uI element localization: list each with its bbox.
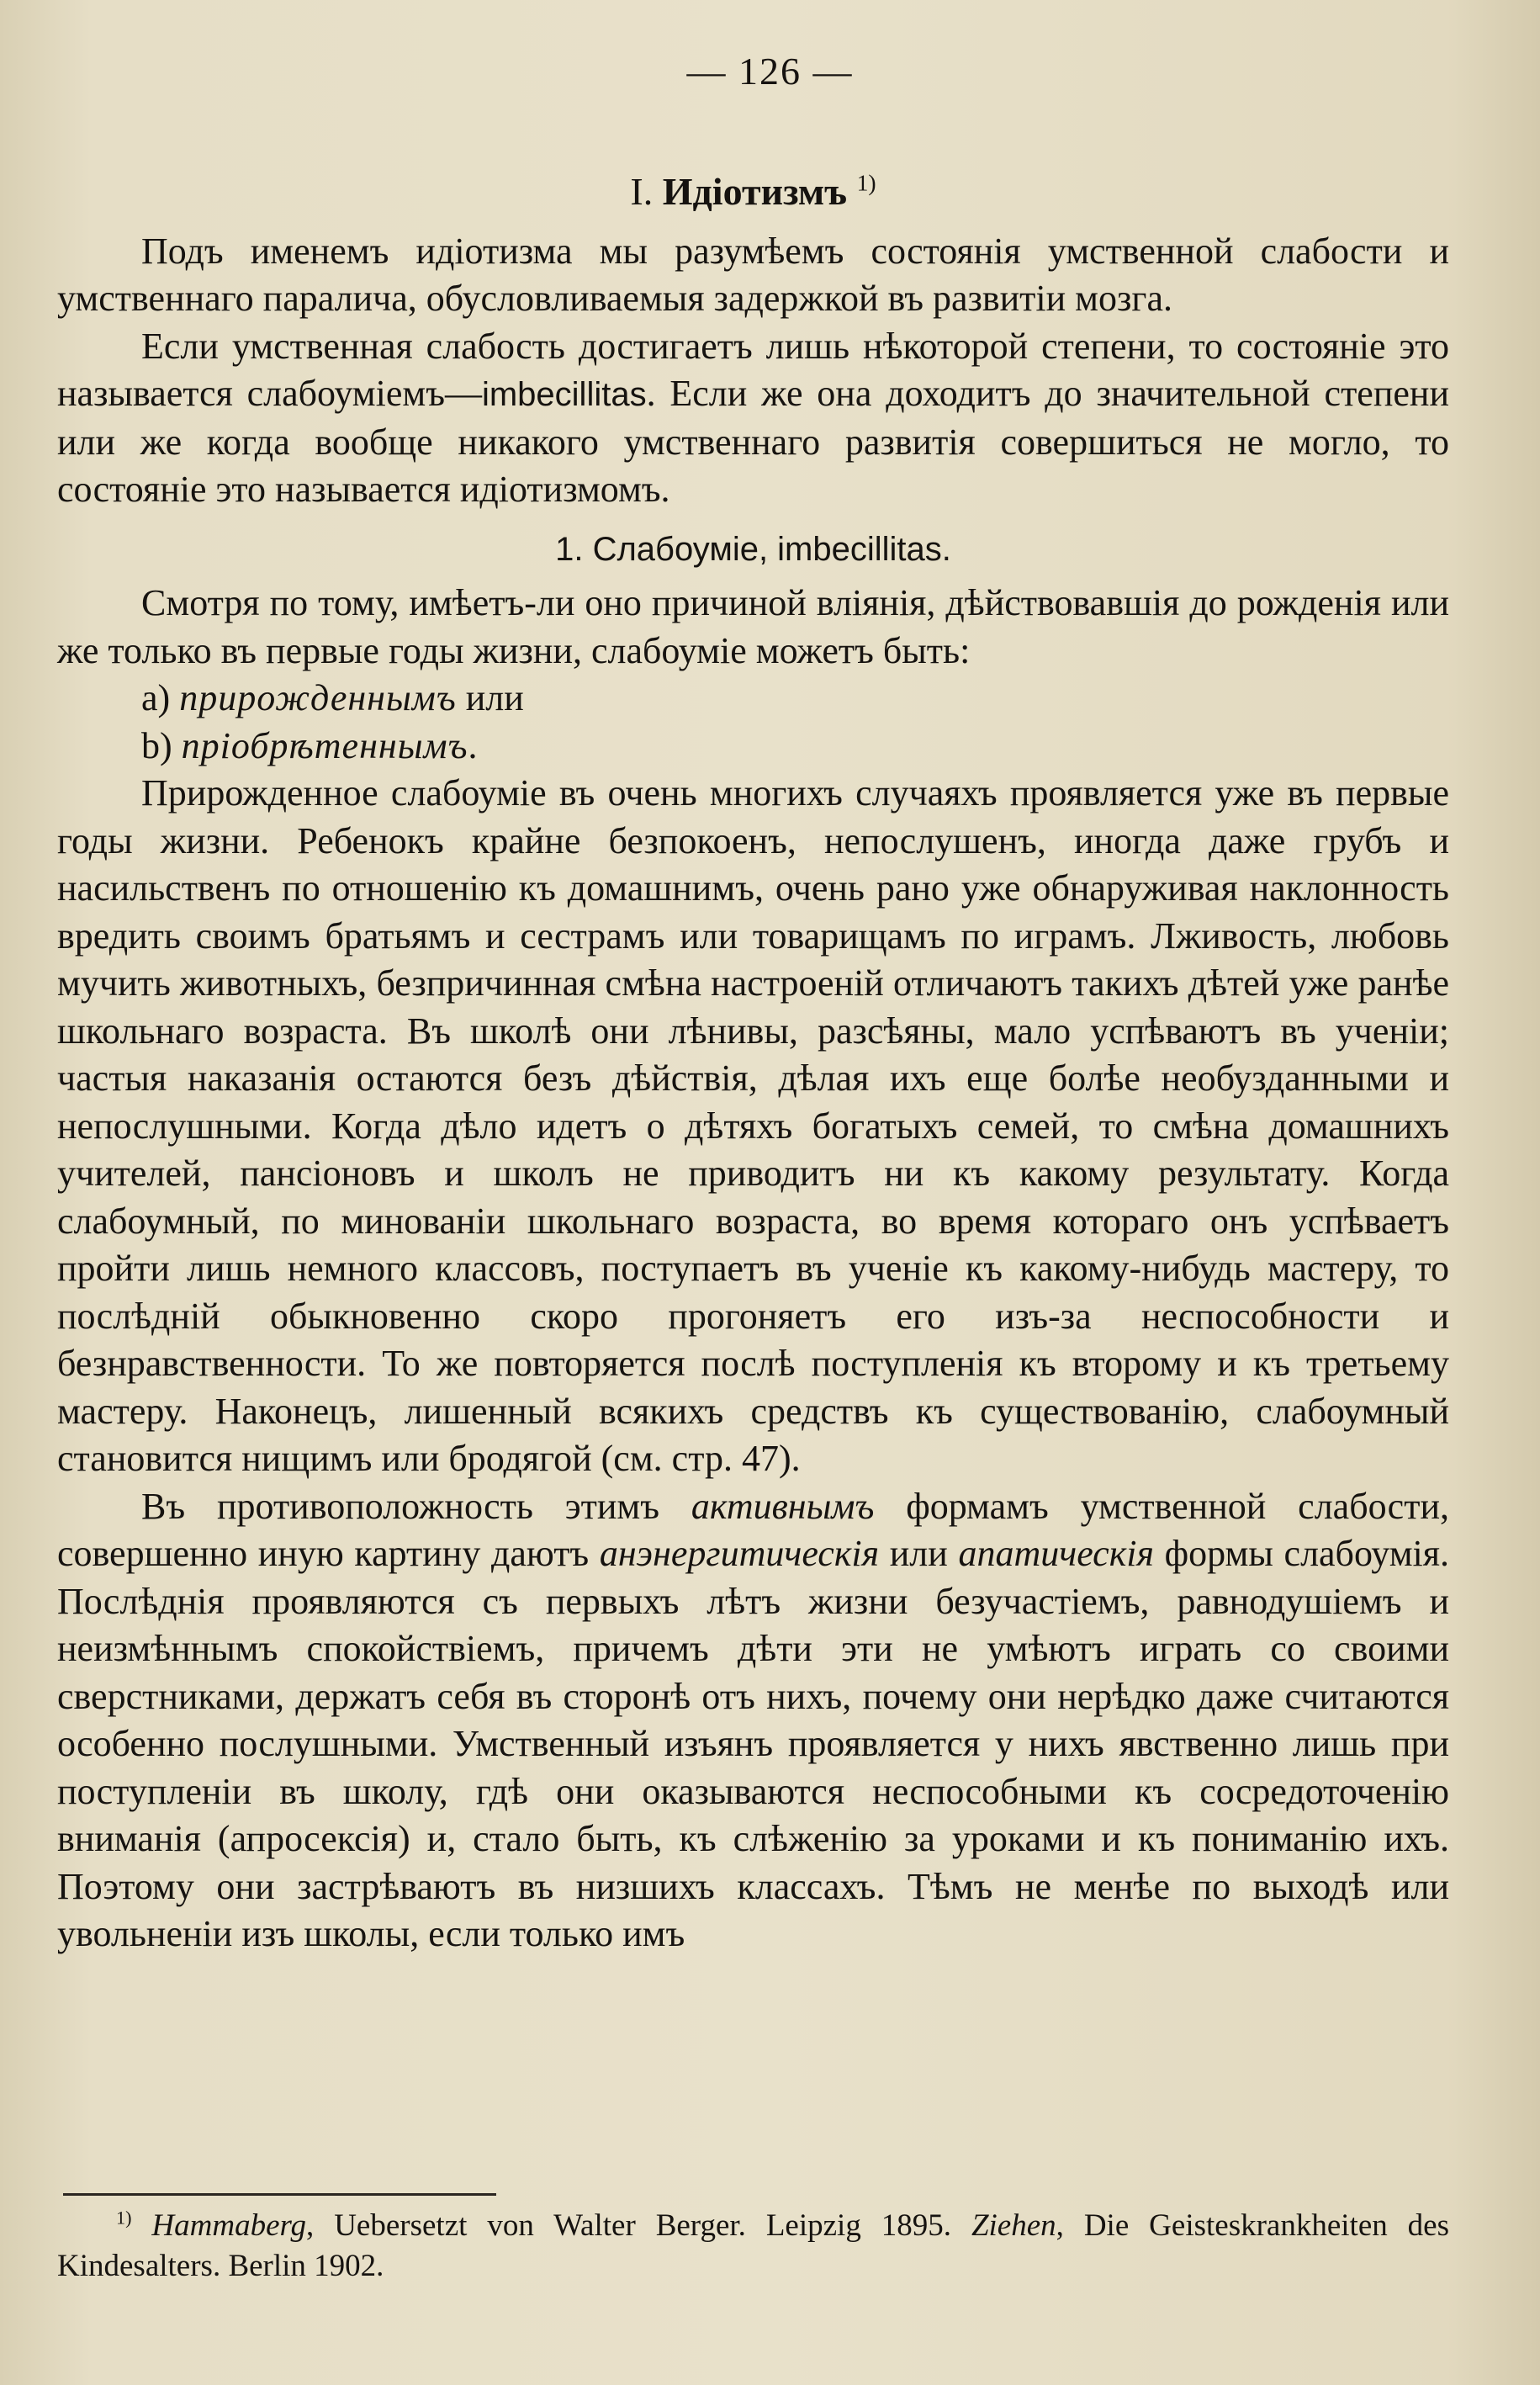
section-heading: 1. Слабоуміе, imbecillitas. — [555, 530, 951, 568]
list-item-b — [57, 723, 1449, 771]
intro-paragraph-2-start: Если умственная слабость достигаетъ лишь нѣкоторой степени, то состояніе это называется слабоуміемъ— — [57, 325, 1449, 414]
list-term: прирожденнымъ — [179, 677, 457, 718]
footnote-divider — [63, 2193, 496, 2196]
list-tail: . — [468, 724, 478, 766]
list-term: пріобрѣтеннымъ — [181, 724, 468, 766]
main-text — [57, 168, 1449, 1958]
chapter-title: Идіотизмъ — [662, 170, 848, 213]
body-paragraph-1: Смотря по тому, имѣетъ-ли оно причиной вліянія, дѣйствовавшія до рожденія или же только въ первые годы жизни, слабоуміе можетъ быть: — [57, 582, 1449, 671]
intro-paragraph-2 — [57, 323, 1449, 514]
body-paragraph-2: Прирожденное слабоуміе въ очень многихъ случаяхъ проявляется уже въ первые годы жизни. Ребенокъ крайне безпокоенъ, непослушенъ, иногда даже грубъ и насильственъ по отношенію къ домашнимъ, очень рано уже обнаруживая наклонность вредить своимъ братьямъ и сестрамъ или товарищамъ по играмъ. Лживость, любовь мучить животныхъ, безпричинная смѣна настроеній отличаютъ такихъ дѣтей уже ранѣе школьнаго возраста. Въ школѣ они лѣнивы, разсѣяны, мало успѣваютъ въ ученіи; частыя наказанія остаются безъ дѣйствія, дѣлая ихъ еще болѣе необузданными и непослушными. Когда дѣло идетъ о дѣтяхъ богатыхъ семей, то смѣна домашнихъ учителей, пансіоновъ и школъ не приводитъ ни къ какому результату. Когда слабоумный, по минованіи школьнаго возраста, во время котораго онъ успѣваетъ пройти лишь немного классовъ, поступаетъ въ ученіе къ какому-нибудь мастеру, то послѣдній обыкновенно скоро прогоняетъ его изъ-за неспособности и безнравственности. То же повторяется послѣ поступленія къ второму и къ третьему мастеру. Наконецъ, лишенный всякихъ средствъ къ существованію, слабоумный становится нищимъ или бродягой (см. стр. 47). — [57, 772, 1449, 1479]
text-run: Въ противоположность этимъ — [141, 1485, 691, 1527]
intro-paragraph-1: Подъ именемъ идіотизма мы разумѣемъ состоянія умственной слабости и умственнаго паралича, обусловливаемыя задержкой въ развитіи мозга. — [57, 230, 1449, 319]
footnote-author-2: Ziehen — [971, 2208, 1056, 2243]
footnote-text-2: , Die Geisteskrankheiten des Kindesalters. Berlin 1902. — [57, 2208, 1450, 2283]
list-item-a — [57, 675, 1449, 723]
emphasis-apathic: апатическія — [958, 1533, 1154, 1574]
footnote-author-1: Hammaberg — [151, 2208, 307, 2243]
body-paragraph-3 — [57, 1483, 1449, 1958]
emphasis-anergic: анэнергитическія — [599, 1533, 880, 1574]
intro-paragraph-2-end: . Если же она доходитъ до значительной степени или же когда вообще никакого умственнаго развитія совершиться не могло, то состояніе это называется идіотизмомъ. — [57, 373, 1449, 510]
latin-term: imbecillitas — [481, 376, 647, 413]
chapter-heading — [57, 168, 1449, 216]
list-marker: b) — [141, 724, 172, 766]
list-tail: или — [456, 677, 524, 718]
chapter-numeral: I. — [630, 170, 654, 213]
text-run: или — [879, 1533, 959, 1574]
footnote — [57, 2206, 1449, 2287]
page-number: — 126 — — [686, 50, 854, 93]
emphasis-active: активнымъ — [691, 1485, 875, 1527]
footnote-text-1: , Uebersetzt von Walter Berger. Leipzig 1895. — [306, 2208, 971, 2243]
footnote-mark: 1) — [116, 2207, 132, 2229]
footnote-reference: 1) — [856, 169, 876, 196]
text-run: формамъ умственной слабости, совершенно иную картину даютъ — [57, 1485, 1449, 1574]
text-run: формы слабоумія. Послѣднія проявляются съ первыхъ лѣтъ жизни безучастіемъ, равнодушіемъ и неизмѣннымъ спокойствіемъ, причемъ дѣти эти не умѣютъ играть со своими сверстниками, держатъ себя въ сторонѣ отъ нихъ, почему они нерѣдко даже считаются особенно послушными. Умственный изъянъ проявляется у нихъ явственно лишь при поступленіи въ школу, гдѣ они оказываются неспособными къ сосредоточенію вниманія (апросексія) и, стало быть, къ слѣженію за уроками и къ пониманію ихъ. Поэтому они застрѣваютъ въ низшихъ классахъ. Тѣмъ не менѣе по выходѣ или увольненіи изъ школы, если только имъ — [57, 1533, 1449, 1954]
list-marker: a) — [141, 677, 171, 718]
